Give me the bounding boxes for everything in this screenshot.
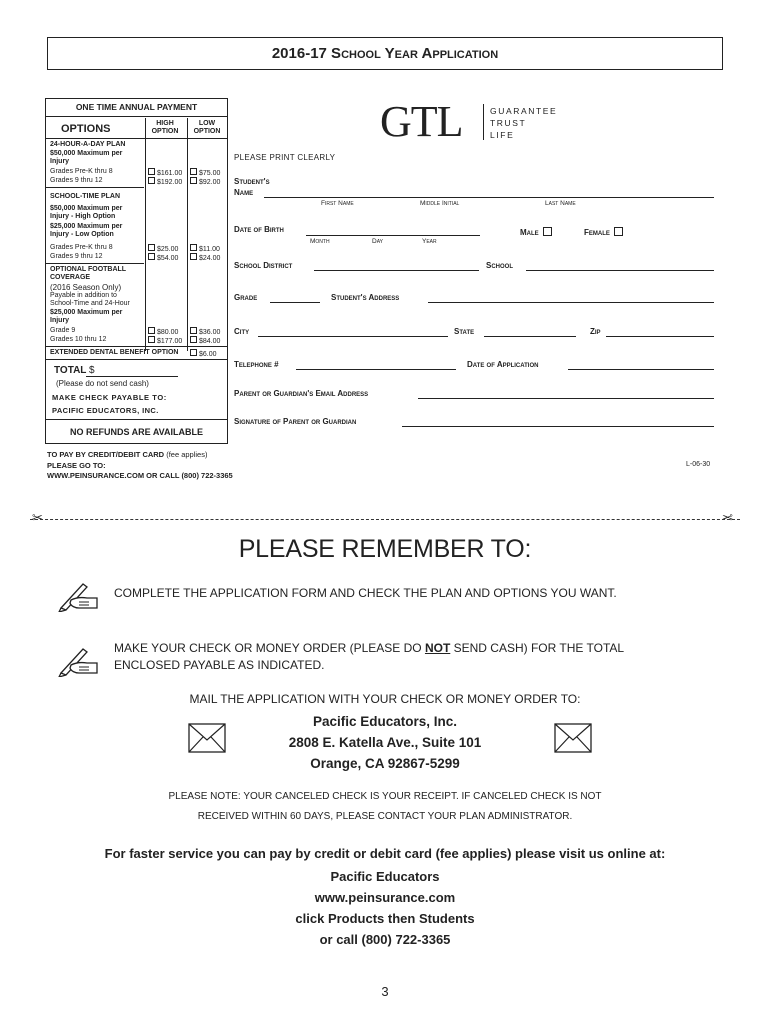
date-app-input[interactable] <box>568 369 714 370</box>
receipt-note: PLEASE NOTE: YOUR CANCELED CHECK IS YOUR RECEIPT. IF CANCELED CHECK IS NOT RECEIVED WITHIN 60 DAYS, PLEASE CONTACT YOUR PLAN ADMINISTRATOR. <box>168 791 602 822</box>
page-number: 3 <box>381 984 389 999</box>
no-cash-note: (Please do not send cash) <box>56 379 149 388</box>
faster-service: For faster service you can pay by credit or debit card (fee applies) please visit us online at: <box>104 846 666 861</box>
no-refunds: NO REFUNDS ARE AVAILABLE <box>69 427 203 437</box>
dental-option[interactable]: $6.00 <box>190 349 217 359</box>
school-district-input[interactable] <box>314 270 479 271</box>
year-label: Year <box>422 238 437 245</box>
plan2-max-low: $25,000 Maximum per Injury - Low Option <box>50 223 123 238</box>
female-checkbox[interactable]: Female <box>584 227 623 237</box>
cut-line <box>30 519 740 520</box>
scissors-icon: ✂ <box>722 510 733 525</box>
mail-intro: MAIL THE APPLICATION WITH YOUR CHECK OR MONEY ORDER TO: <box>189 692 581 706</box>
plan1-title: 24-HOUR-A-DAY PLAN <box>50 141 126 148</box>
service-contact: Pacific Educators www.peinsurance.com click Products then Students or call (800) 722-3365 <box>0 866 770 950</box>
plan3-title: OPTIONAL FOOTBALL COVERAGE <box>50 266 126 281</box>
school-district-label: School District <box>234 261 293 270</box>
zip-input[interactable] <box>606 336 714 337</box>
payable-name: PACIFIC EDUCATORS, INC. <box>52 406 159 415</box>
gtl-logo: GTL <box>380 97 463 146</box>
grade-input[interactable] <box>270 302 320 303</box>
month-label: Month <box>310 238 330 245</box>
plan3-row2: Grades 10 thru 12 <box>50 336 107 343</box>
plan3-max: $25,000 Maximum per Injury <box>50 309 123 324</box>
plan3-row2-low[interactable]: $84.00 <box>190 336 220 346</box>
plan3-row1: Grade 9 <box>50 327 76 334</box>
plan2-row2-low[interactable]: $24.00 <box>190 253 220 263</box>
dob-label: Date of Birth <box>234 225 284 234</box>
plan2-row1: Grades Pre-K thru 8 <box>50 244 113 251</box>
telephone-input[interactable] <box>296 369 456 370</box>
plan2-row2: Grades 9 thru 12 <box>50 253 103 260</box>
signature-input[interactable] <box>402 426 714 427</box>
plan2-title: SCHOOL-TIME PLAN <box>50 193 120 200</box>
plan1-row2-high[interactable]: $192.00 <box>148 177 182 187</box>
email-input[interactable] <box>418 398 714 399</box>
total-input[interactable] <box>86 376 178 377</box>
plan1-row1: Grades Pre-K thru 8 <box>50 168 113 175</box>
school-input[interactable] <box>526 270 714 271</box>
total-label: TOTAL $ <box>54 365 95 376</box>
plan1-row1-low[interactable]: $75.00 <box>190 168 220 178</box>
plan3-note: Payable in addition to School-Time and 24-Hour <box>50 292 130 307</box>
plan1-row2: Grades 9 thru 12 <box>50 177 103 184</box>
email-label: Parent or Guardian's Email Address <box>234 389 369 398</box>
plan2-max-high: $50,000 Maximum per Injury - High Option <box>50 205 123 220</box>
middle-initial-label: Middle Initial <box>420 200 460 207</box>
gtl-logo-text: GUARANTEE TRUST LIFE <box>490 106 558 140</box>
school-label: School <box>486 261 514 270</box>
grade-label: Grade <box>234 293 258 302</box>
address-input[interactable] <box>428 302 714 303</box>
first-name-label: First Name <box>321 200 354 207</box>
payable-to: MAKE CHECK PAYABLE TO: <box>52 393 167 402</box>
high-option-header: HIGH OPTION <box>151 120 179 135</box>
envelope-icon <box>554 723 592 753</box>
remember-item-2: MAKE YOUR CHECK OR MONEY ORDER (PLEASE DO NOT SEND CASH) FOR THE TOTAL ENCLOSED PAYABLE AS INDICATED. <box>114 641 625 672</box>
address-label: Student's Address <box>331 293 400 302</box>
telephone-label: Telephone # <box>234 360 279 369</box>
plan3-row1-low[interactable]: $36.00 <box>190 327 220 337</box>
remember-heading: PLEASE REMEMBER TO: <box>238 535 532 563</box>
remember-item-1: COMPLETE THE APPLICATION FORM AND CHECK THE PLAN AND OPTIONS YOU WANT. <box>114 586 617 600</box>
form-code: L-06-30 <box>686 461 711 468</box>
dental-label: EXTENDED DENTAL BENEFIT OPTION <box>50 349 179 356</box>
dob-input[interactable] <box>306 235 480 236</box>
plan2-row2-high[interactable]: $54.00 <box>148 253 178 263</box>
mail-address: Pacific Educators, Inc. 2808 E. Katella Ave., Suite 101 Orange, CA 92867-5299 <box>288 714 482 771</box>
website-link[interactable]: www.peinsurance.com <box>314 890 456 905</box>
envelope-icon <box>188 723 226 753</box>
last-name-label: Last Name <box>545 200 576 207</box>
writing-hand-icon <box>57 643 101 677</box>
zip-label: Zip <box>590 327 601 336</box>
male-checkbox[interactable]: Male <box>520 227 552 237</box>
writing-hand-icon <box>57 578 101 612</box>
plan2-row1-high[interactable]: $25.00 <box>148 244 178 254</box>
day-label: Day <box>372 238 383 245</box>
plan1-max: $50,000 Maximum per Injury <box>50 150 123 165</box>
city-input[interactable] <box>258 336 448 337</box>
plan3-season: (2016 Season Only) <box>50 283 122 292</box>
plan3-row2-high[interactable]: $177.00 <box>148 336 182 346</box>
plan2-row1-low[interactable]: $11.00 <box>190 244 220 254</box>
signature-label: Signature of Parent or Guardian <box>234 417 357 426</box>
student-name-input[interactable] <box>264 197 714 198</box>
plan3-row1-high[interactable]: $80.00 <box>148 327 178 337</box>
pay-online-block: TO PAY BY CREDIT/DEBIT CARD (fee applies) PLEASE GO TO: WWW.PEINSURANCE.COM OR CALL (800) 722-3365 <box>47 450 233 480</box>
city-label: City <box>234 327 250 336</box>
options-heading: ONE TIME ANNUAL PAYMENT <box>75 102 198 112</box>
page-title: 2016-17 School Year Application <box>47 37 723 70</box>
date-app-label: Date of Application <box>467 360 539 369</box>
state-input[interactable] <box>484 336 576 337</box>
student-name-label: Student's Name <box>234 177 270 197</box>
low-option-header: LOW OPTION <box>193 120 221 135</box>
logo-divider <box>483 104 484 140</box>
options-table <box>45 98 228 444</box>
options-label: OPTIONS <box>61 123 111 135</box>
plan1-row1-high[interactable]: $161.00 <box>148 168 182 178</box>
state-label: State <box>454 327 475 336</box>
scissors-icon: ✂ <box>32 510 43 525</box>
plan1-row2-low[interactable]: $92.00 <box>190 177 220 187</box>
print-clearly: PLEASE PRINT CLEARLY <box>234 153 336 162</box>
